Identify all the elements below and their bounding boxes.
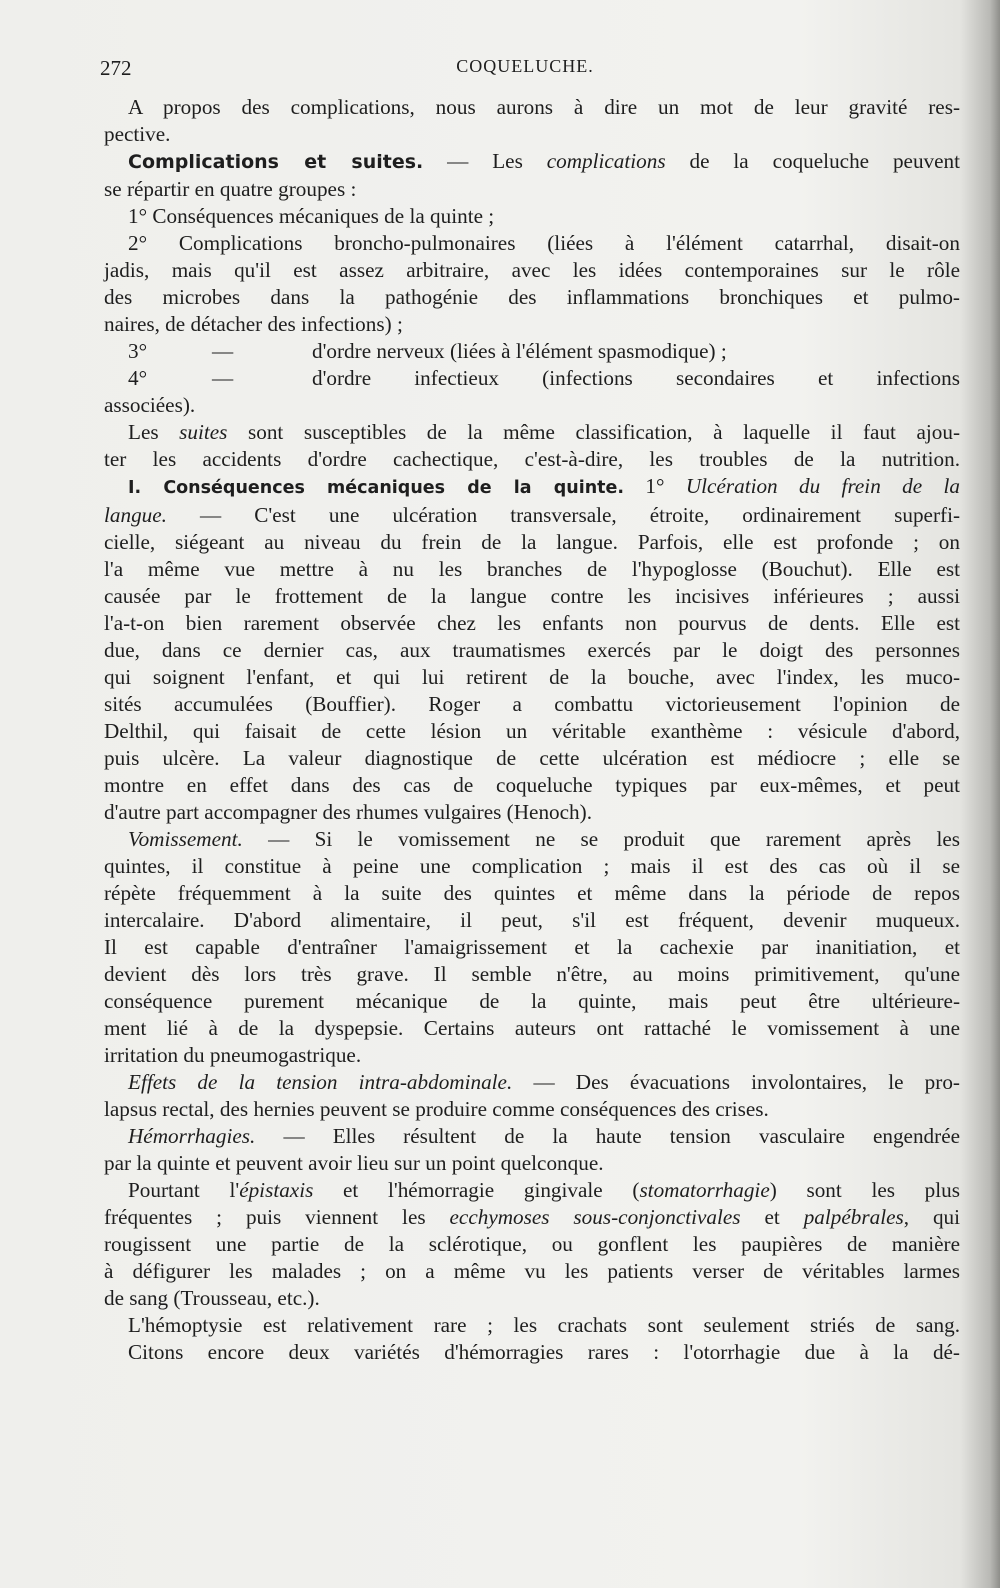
text-line: rougissent une partie de la sclérotique, ou gonflent les paupières de manière xyxy=(104,1232,960,1256)
text-line: des microbes dans la pathogénie des inflammations bronchiques et pulmo- xyxy=(104,285,960,309)
list-item: 3° — d'ordre nerveux (liées à l'élément spasmodique) ; xyxy=(128,339,727,363)
text-line: répète fréquemment à la suite des quintes et même dans la période de repos xyxy=(104,881,960,905)
text-line: ment lié à de la dyspepsie. Certains auteurs ont rattaché le vomissement à une xyxy=(104,1016,960,1040)
text-line: par la quinte et peuvent avoir lieu sur un point quelconque. xyxy=(104,1151,604,1175)
text-line: à défigurer les malades ; on a même vu les patients verser de véritables larmes xyxy=(104,1259,960,1283)
list-item: 4° — d'ordre infectieux (infections secondaires et infections xyxy=(128,366,960,390)
page-number: 272 xyxy=(100,56,132,80)
text-line: Hémorrhagies. — Elles résultent de la haute tension vasculaire engendrée xyxy=(128,1124,961,1148)
text-line: cielle, siégeant au niveau du frein de la langue. Parfois, elle est profonde ; on xyxy=(104,530,960,554)
page-header xyxy=(100,56,950,86)
text-line: I. Conséquences mécaniques de la quinte. 1° Ulcération du frein de la xyxy=(128,474,960,498)
text-line: L'hémoptysie est relativement rare ; les crachats sont seulement striés de sang. xyxy=(128,1313,960,1337)
text-line: Pourtant l'épistaxis et l'hémorragie gingivale (stomatorrhagie) sont les plus xyxy=(128,1178,960,1202)
text-line: puis ulcère. La valeur diagnostique de cette ulcération est médiocre ; elle se xyxy=(104,746,960,770)
text-line: lapsus rectal, des hernies peuvent se produire comme conséquences des crises. xyxy=(104,1097,769,1121)
text-line: qui soignent l'enfant, et qui lui retirent de la bouche, avec l'index, les muco- xyxy=(104,665,960,689)
text-line: ter les accidents d'ordre cachectique, c'est-à-dire, les troubles de la nutrition. xyxy=(104,447,960,471)
text-line: sités accumulées (Bouffier). Roger a combattu victorieusement l'opinion de xyxy=(104,692,960,716)
text-line: due, dans ce dernier cas, aux traumatismes exercés par le doigt des personnes xyxy=(104,638,960,662)
text-line: conséquence purement mécanique de la quinte, mais peut être ultérieure- xyxy=(104,989,960,1013)
text-line: Il est capable d'entraîner l'amaigrissement et la cachexie par inanitiation, et xyxy=(104,935,960,959)
text-line: intercalaire. D'abord alimentaire, il peut, s'il est fréquent, devenir muqueux. xyxy=(104,908,960,932)
list-item: 1° Conséquences mécaniques de la quinte ; xyxy=(128,204,495,228)
text-line: Delthil, qui faisait de cette lésion un véritable exanthème : vésicule d'abord, xyxy=(104,719,960,743)
text-line: Citons encore deux variétés d'hémorragies rares : l'otorrhagie due à la dé- xyxy=(128,1340,960,1364)
text-line: fréquentes ; puis viennent les ecchymoses sous-conjonctivales et palpébrales, qui xyxy=(104,1205,961,1229)
text-line: causée par le frottement de la langue contre les incisives inférieures ; aussi xyxy=(104,584,960,608)
list-item: 2° Complications broncho-pulmonaires (liées à l'élément catarrhal, disait-on xyxy=(128,231,960,255)
text-line: quintes, il constitue à peine une complication ; mais il est des cas où il se xyxy=(104,854,960,878)
body-text xyxy=(104,94,960,1366)
text-line: pective. xyxy=(104,122,171,146)
running-head: COQUELUCHE. xyxy=(456,56,594,76)
heading-section-I: I. Conséquences mécaniques de la quinte. xyxy=(128,478,625,498)
text-line: Complications et suites. — Les complications de la coqueluche peuvent xyxy=(128,149,961,173)
text-line: Les suites sont susceptibles de la même classification, à laquelle il faut ajou- xyxy=(128,420,961,444)
text-line: d'autre part accompagner des rhumes vulgaires (Henoch). xyxy=(104,800,592,824)
text-line: devient dès lors très grave. Il semble n'être, au moins primitivement, qu'une xyxy=(104,962,960,986)
text-line: langue. — C'est une ulcération transversale, étroite, ordinairement superfi- xyxy=(104,503,961,527)
text-line: l'a-t-on bien rarement observée chez les enfants non pourvus de dents. Elle est xyxy=(104,611,960,635)
text-line: Vomissement. — Si le vomissement ne se produit que rarement après les xyxy=(128,827,961,851)
text-line: de sang (Trousseau, etc.). xyxy=(104,1286,320,1310)
text-line: se répartir en quatre groupes : xyxy=(104,177,357,201)
heading-complications-et-suites: Complications et suites. xyxy=(128,151,424,173)
text-line: irritation du pneumogastrique. xyxy=(104,1043,362,1067)
text-line: A propos des complications, nous aurons à dire un mot de leur gravité res- xyxy=(128,95,960,119)
text-line: naires, de détacher des infections) ; xyxy=(104,312,403,336)
text-line: jadis, mais qu'il est assez arbitraire, avec les idées contemporaines sur le rôle xyxy=(104,258,960,282)
text-line: associées). xyxy=(104,393,196,417)
text-line: montre en effet dans des cas de coqueluche typiques par eux-mêmes, et peut xyxy=(104,773,960,797)
text-line: Effets de la tension intra-abdominale. — Des évacuations involontaires, le pro- xyxy=(128,1070,960,1094)
text-line: l'a même vue mettre à nu les branches de l'hypoglosse (Bouchut). Elle est xyxy=(104,557,960,581)
